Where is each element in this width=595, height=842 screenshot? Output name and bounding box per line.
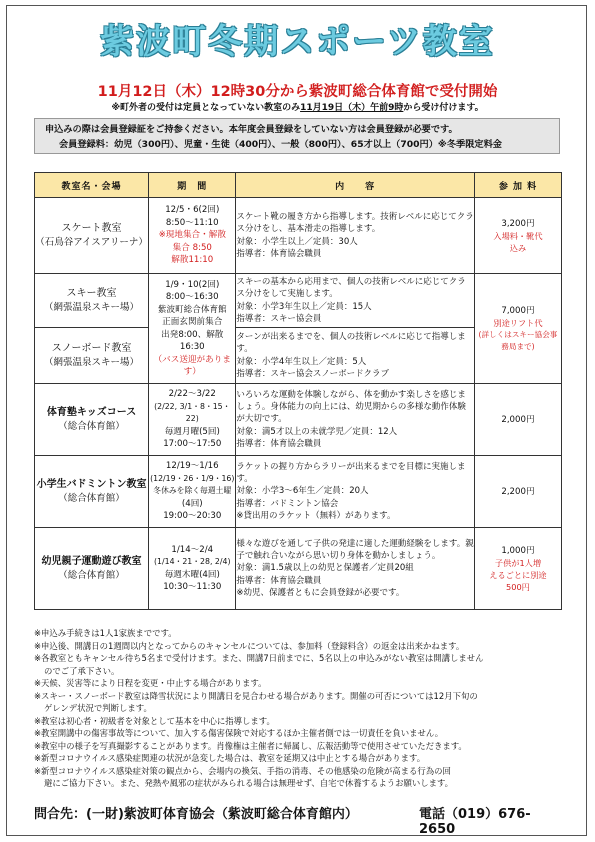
class-venue: （総合体育館） <box>58 492 125 504</box>
content-instructor: 指導者：体育協会職員 <box>236 248 322 259</box>
period-dates: 12/19～1/16 <box>165 461 219 472</box>
period-meeting-note: ※現地集合・解散 <box>158 230 226 241</box>
notes-list <box>34 627 564 790</box>
class-name: スキー教室 <box>66 287 117 299</box>
table-header-row <box>35 173 562 198</box>
class-name-cell <box>35 384 149 456</box>
period-detail-dates: (2/22, 3/1・8・15・22) <box>154 401 231 424</box>
note-item-continued: 避にご協力下さい。また、発熱や風邪の症状がみられる場合は無理せず、自宅で休養するようお願いします。 <box>44 778 454 788</box>
header-content: 内 容 <box>236 173 475 198</box>
class-name-cell <box>35 274 149 328</box>
period-frequency: 毎週月曜(5回) <box>164 426 220 437</box>
content-description: いろいろな運動を体験しながら、体を動かす楽しさを感じましょう。身体能力の向上には、幼児期からの多様な動作体験が大切です。 <box>236 389 466 425</box>
content-cell <box>236 456 475 528</box>
class-venue: （石鳥谷アイスアリーナ） <box>35 236 148 248</box>
content-description: スケート靴の履き方から指導します。技術レベルに応じてクラス分けをし、基本滑走の指導します。 <box>236 212 474 235</box>
content-note: ※幼児、保護者ともに会員登録が必要です。 <box>236 587 405 598</box>
fee-note: (詳しくはスキー協会事務局まで) <box>478 329 558 351</box>
note-item: ※申込後、開講日の1週間以内となってからのキャンセルについては、参加料（登録料含）の返金は出来かねます。 <box>34 640 465 651</box>
note-item: ※教室は初心者・初級者を対象として基本を中心に指導します。 <box>34 715 275 726</box>
note-item: ※スキー・スノーボード教室は降雪状況により開講日を見合わせる場合があります。開催の可否については12月下旬の <box>34 690 478 701</box>
period-cell-shared <box>149 274 236 384</box>
content-instructor: 指導者：スキー協会スノーボードクラブ <box>236 368 389 379</box>
content-cell <box>236 528 475 610</box>
fee-note: 500円 <box>506 581 530 592</box>
class-venue: （総合体育館） <box>58 569 125 581</box>
content-note: ※貸出用のラケット（無料）があります。 <box>236 510 396 521</box>
note-item: ※各教室ともキャンセル待ち5名まで受付けます。また、開講7日前までに、5名以上の申込みがない教室は開講しません <box>34 653 484 663</box>
table-row <box>35 274 562 328</box>
fee-note: 入場料・靴代 <box>493 230 543 241</box>
content-instructor: 指導者：体育協会職員 <box>236 438 322 449</box>
period-dates: 1/9・10(2回) <box>165 279 220 290</box>
table-row <box>35 528 562 610</box>
content-target: 対象：満5才以上の未就学児／定員：12人 <box>236 426 398 437</box>
fee-cell <box>474 456 561 528</box>
fee-note: 別途リフト代 <box>493 317 543 328</box>
period-frequency: 冬休みを除く毎週土曜 <box>153 486 232 496</box>
header-class-venue: 教室名・会場 <box>35 173 149 198</box>
class-name: スノーボード教室 <box>51 342 132 354</box>
class-name-cell <box>35 198 149 274</box>
period-count: (4回) <box>181 498 203 509</box>
class-name: 体育塾キッズコース <box>46 406 137 418</box>
period-meeting-time: 集合 8:50 <box>172 242 212 253</box>
content-description: ターンが出来るまでを、個人の技術レベルに応じて指導します。 <box>236 332 466 355</box>
content-cell <box>236 384 475 456</box>
class-name: 幼児親子運動遊び教室 <box>41 555 142 567</box>
period-depart-return: 出発8:00、解散16:30 <box>161 329 224 352</box>
note-item-continued: ゲレンデ状況で判断します。 <box>44 703 152 713</box>
outside-resident-note <box>0 100 595 113</box>
contact-label: 問合先：(一財)紫波町体育協会（紫波町総合体育館内） <box>34 807 358 822</box>
period-time: 19:00～20:30 <box>163 511 222 522</box>
content-cell <box>236 198 475 274</box>
fee-amount: 2,200円 <box>501 486 535 497</box>
period-cell <box>149 384 236 456</box>
fee-amount: 3,200円 <box>501 218 535 229</box>
period-detail-dates: (1/14・21・28, 2/4) <box>153 557 231 566</box>
fee-note: えるごとに別途 <box>489 569 547 580</box>
note-text: ※町外者の受付は定員となっていない教室のみ <box>111 103 301 113</box>
fee-cell <box>474 198 561 274</box>
class-name-cell <box>35 456 149 528</box>
period-dates: 12/5・6(2回) <box>165 205 220 216</box>
content-target: 対象：小学3～6年生／定員：20人 <box>236 486 369 497</box>
table-row <box>35 384 562 456</box>
period-time: 8:00～16:30 <box>165 292 219 302</box>
note-item-continued: のでご了承下さい。 <box>44 665 120 676</box>
class-name: スケート教室 <box>61 222 122 234</box>
contact-phone: 電話（019）676-2650 <box>419 807 531 837</box>
fee-note: 子供が1人増 <box>494 557 542 568</box>
registration-start-subtitle: 11月12日（木）12時30分から紫波町総合体育館で受付開始 <box>97 84 498 100</box>
class-venue: （網張温泉スキー場） <box>44 356 140 368</box>
header-fee: 参 加 料 <box>474 173 561 198</box>
page-title: 紫波町冬期スポーツ教室 <box>100 22 495 62</box>
content-target: 対象：満1.5歳以上の幼児と保護者／定員20組 <box>236 563 414 574</box>
table-row <box>35 456 562 528</box>
note-item: ※天候、災害等により日程を変更・中止する場合があります。 <box>34 678 267 688</box>
period-detail-dates: (12/19・26・1/9・16) <box>150 473 235 483</box>
header-period: 期 間 <box>149 173 236 198</box>
fee-amount: 7,000円 <box>501 305 535 316</box>
content-cell <box>236 328 475 384</box>
class-venue: （総合体育館） <box>58 420 125 432</box>
class-name-cell <box>35 528 149 610</box>
content-instructor: 指導者：バドミントン協会 <box>236 498 339 509</box>
period-meeting-spot: 正面玄関前集合 <box>162 317 223 327</box>
content-description: 様々な遊びを通して子供の発達に適した運動経験をします。親子で触れ合いながら思い切り身体を動かしましょう。 <box>236 538 474 562</box>
note-item: ※教室開講中の傷害事故等について、加入する傷害保険で対応するほか主催者側では一切責任を負いません。 <box>34 728 444 738</box>
note-item: ※教室中の様子を写真撮影することがあります。肖像権は主催者に帰属し、広報活動等で使用させていただきます。 <box>34 740 467 751</box>
period-dismiss-time: 解散11:10 <box>171 255 214 266</box>
fee-cell <box>474 384 561 456</box>
note-date: 11月19日（木）午前9時 <box>300 103 404 113</box>
period-dates: 2/22～3/22 <box>168 389 216 400</box>
content-target: 対象：小学4年生以上／定員：5人 <box>236 356 367 367</box>
content-description: スキーの基本から応用まで、個人の技術レベルに応じてクラス分けをして実施します。 <box>236 277 466 300</box>
membership-requirement: 申込みの際は会員登録証をご持参ください。本年度会員登録をしていない方は会員登録が必要です。 <box>45 124 458 135</box>
period-cell <box>149 528 236 610</box>
content-instructor: 指導者：スキー協会員 <box>236 313 322 324</box>
class-name-cell <box>35 328 149 384</box>
fee-cell <box>474 528 561 610</box>
note-item: ※新型コロナウイルス感染症関連の状況が急変した場合は、教室を延期又は中止とする場合があります。 <box>34 753 426 763</box>
period-dates: 1/14～2/4 <box>171 544 214 555</box>
fee-cell-shared <box>474 274 561 384</box>
period-meeting-place: 紫波町総合体育館 <box>157 304 227 315</box>
table-row <box>35 198 562 274</box>
membership-info-box <box>34 118 560 154</box>
period-cell <box>149 198 236 274</box>
period-time: 10:30～11:30 <box>163 582 222 592</box>
fee-amount: 2,000円 <box>501 414 535 425</box>
schedule-table <box>34 172 562 610</box>
class-venue: （網張温泉スキー場） <box>44 301 140 313</box>
content-target: 対象：小学生以上／定員：30人 <box>236 236 358 247</box>
fee-note: 込み <box>509 242 527 253</box>
content-target: 対象：小学3年生以上／定員：15人 <box>236 301 372 312</box>
note-text-end: から受け付けます。 <box>403 103 484 113</box>
period-time: 8:50～11:10 <box>165 217 219 228</box>
content-cell <box>236 274 475 328</box>
class-name: 小学生バドミントン教室 <box>36 478 147 490</box>
period-bus-note: （バス送迎があります） <box>153 354 231 377</box>
content-instructor: 指導者：体育協会職員 <box>236 575 322 586</box>
note-item: ※新型コロナウイルス感染症対策の観点から、会場内の換気、手指の消毒、その他感染の危険が高まる行為の回 <box>34 765 451 776</box>
note-item: ※申込み手続きは1人1家族までです。 <box>34 628 177 638</box>
contact-info <box>34 803 564 837</box>
period-frequency: 毎週木曜(4回) <box>164 569 220 580</box>
fee-amount: 1,000円 <box>501 545 535 556</box>
period-time: 17:00～17:50 <box>163 439 222 450</box>
membership-fees: 会員登録料：幼児（300円）、児童・生徒（400円）、一般（800円）、65才以上（700円）※冬季限定料金 <box>59 139 502 150</box>
period-cell <box>149 456 236 528</box>
content-description: ラケットの握り方からラリーが出来るまでを目標に実施します。 <box>236 461 466 485</box>
